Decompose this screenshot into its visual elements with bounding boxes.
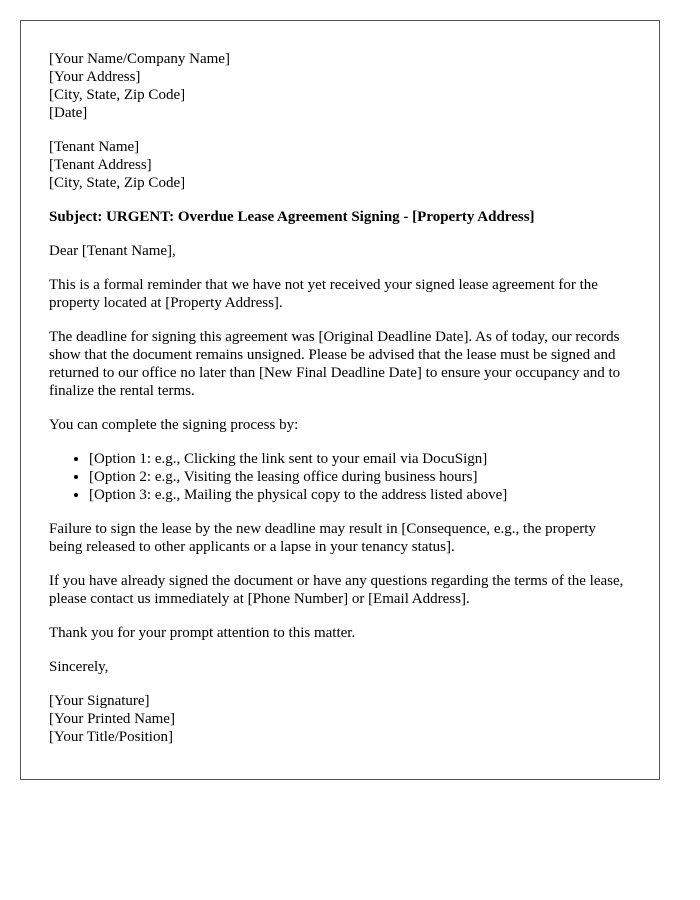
option-item-1: • [Option 1: e.g., Clicking the link sent to your email via DocuSign] xyxy=(89,450,631,468)
printed-name: [Your Printed Name] xyxy=(49,711,175,727)
signer-title: [Your Title/Position] xyxy=(49,729,173,745)
sender-name: [Your Name/Company Name] xyxy=(49,51,230,67)
reminder-paragraph: This is a formal reminder that we have not yet received your signed lease agreement for the property located at [Property Address]. xyxy=(49,277,598,311)
recipient-address: [Tenant Address] xyxy=(49,157,152,173)
recipient-block xyxy=(49,138,631,192)
letter-date: [Date] xyxy=(49,105,88,121)
salutation: Dear [Tenant Name], xyxy=(49,243,176,259)
letter xyxy=(20,20,660,780)
sender-block xyxy=(49,50,631,122)
subject-line: Subject: URGENT: Overdue Lease Agreement Signing - [Property Address] xyxy=(49,209,535,225)
option-item-3: • [Option 3: e.g., Mailing the physical copy to the address listed above] xyxy=(89,486,631,504)
deadline-paragraph: The deadline for signing this agreement was [Original Deadline Date]. As of today, our records show that the document remains unsigned. Please be advised that the lease must be signed and returned to our office no later than [New Final Deadline Date] to ensure your occupancy and to finalize the rental terms. xyxy=(49,329,621,399)
option-item-2: • [Option 2: e.g., Visiting the leasing office during business hours] xyxy=(89,468,631,486)
consequence-paragraph: Failure to sign the lease by the new deadline may result in [Consequence, e.g., the property being released to other applicants or a lapse in your tenancy status]. xyxy=(49,521,596,555)
signature-placeholder: [Your Signature] xyxy=(49,693,150,709)
options-intro: You can complete the signing process by: xyxy=(49,417,299,433)
thanks-paragraph: Thank you for your prompt attention to this matter. xyxy=(49,625,356,641)
sender-city-state-zip: [City, State, Zip Code] xyxy=(49,87,186,103)
recipient-city-state-zip: [City, State, Zip Code] xyxy=(49,175,186,191)
recipient-name: [Tenant Name] xyxy=(49,139,140,155)
sender-address: [Your Address] xyxy=(49,69,141,85)
options-list xyxy=(49,450,631,504)
signature-block xyxy=(49,692,631,746)
closing: Sincerely, xyxy=(49,659,109,675)
contact-paragraph: If you have already signed the document or have any questions regarding the terms of the lease, please contact us immediately at [Phone Number] or [Email Address]. xyxy=(49,573,624,607)
